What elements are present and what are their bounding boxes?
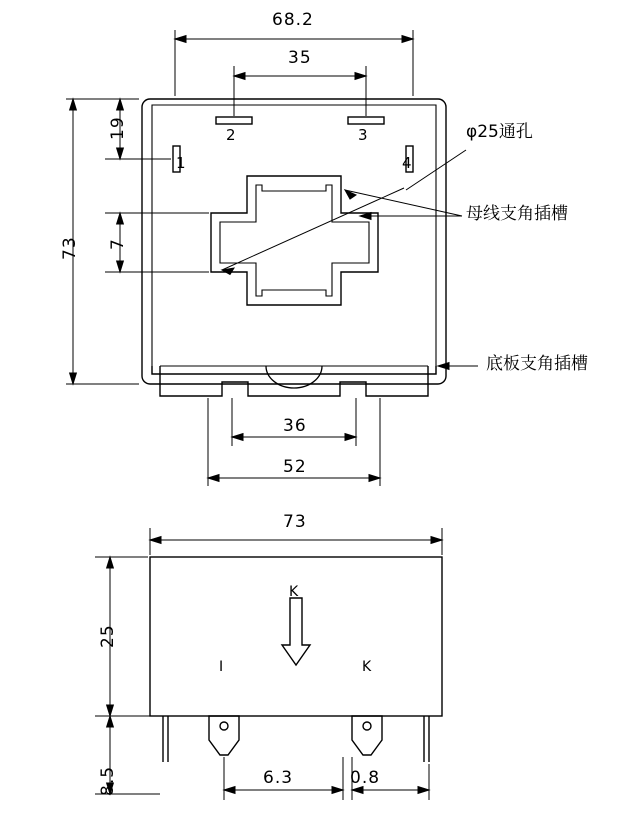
dim-label-68-2: 68.2	[272, 10, 314, 30]
side-pin-slots	[173, 146, 413, 172]
dim-label-36: 36	[283, 416, 307, 436]
pin-label-4: 4	[402, 154, 412, 172]
annotation-busbar-slot: 母线支角插槽	[466, 204, 568, 224]
dim-label-6-3: 6.3	[263, 768, 294, 788]
pin-label-2: 2	[226, 126, 236, 144]
pin-label-1: 1	[176, 154, 186, 172]
dim-35	[234, 66, 366, 116]
terminal-label-right: K	[362, 659, 372, 675]
side-view-body	[150, 557, 442, 716]
dim-label-8-5: 8.5	[98, 765, 118, 796]
dim-label-25: 25	[98, 624, 118, 648]
annotation-baseplate-slot: 底板支角插槽	[486, 354, 588, 374]
side-view-terminals	[163, 716, 429, 762]
leader-baseplate-slot	[438, 363, 478, 370]
top-pin-slots	[216, 117, 384, 124]
dim-label-7: 7	[108, 238, 128, 250]
pin-label-3: 3	[358, 126, 368, 144]
annotation-through-hole: φ25通孔	[466, 122, 533, 142]
arrow-label: K	[289, 584, 299, 600]
dim-label-73: 73	[60, 236, 80, 260]
dim-label-0-8: 0.8	[350, 768, 381, 788]
direction-arrow	[282, 598, 310, 665]
leader-hole	[222, 150, 466, 275]
dim-73-side	[150, 528, 442, 555]
base-feet	[152, 366, 436, 396]
terminal-label-left: I	[219, 659, 224, 675]
leader-busbar-slot	[345, 190, 462, 219]
dim-label-52: 52	[283, 457, 307, 477]
top-view-body	[142, 99, 446, 384]
dim-label-73-side: 73	[283, 512, 307, 532]
dim-label-19: 19	[108, 116, 128, 140]
dim-label-35: 35	[288, 48, 312, 68]
